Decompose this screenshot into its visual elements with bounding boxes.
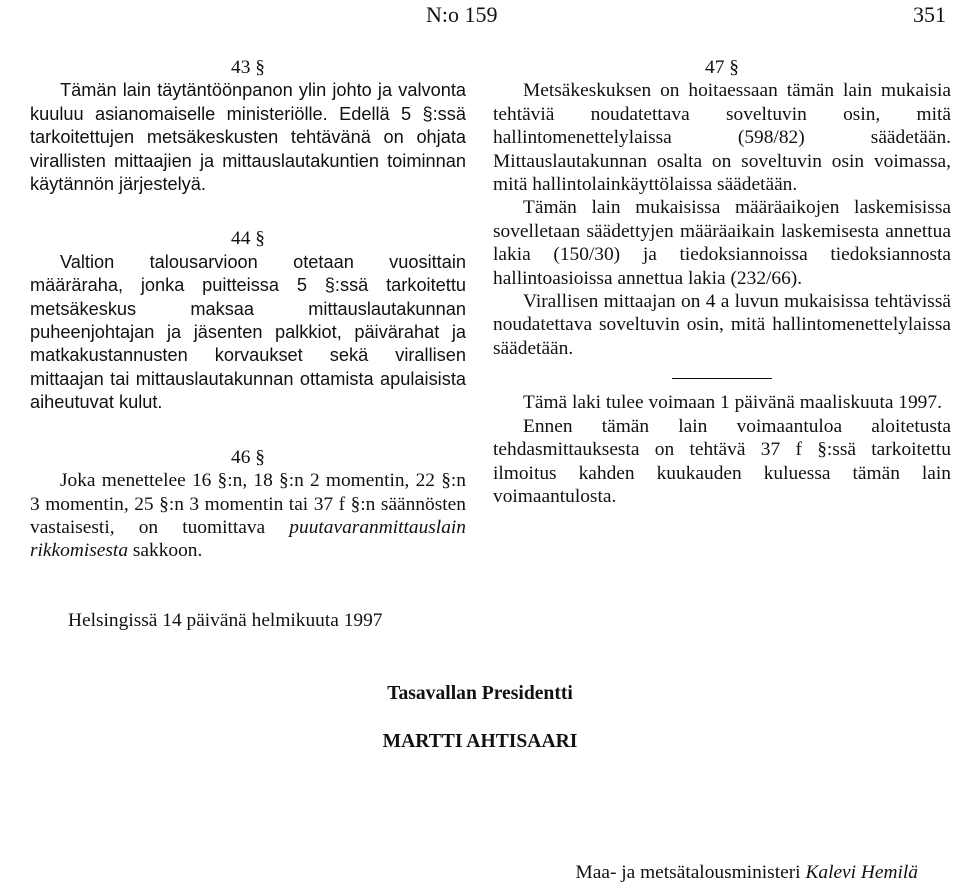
page-number: 351 — [913, 2, 946, 27]
right-column — [493, 56, 951, 508]
section-43-body: Tämän lain täytäntöönpanon ylin johto ja valvonta kuuluu asianomaiselle ministeriölle. Edellä 5 §:ssä tarkoitettujen metsäkeskusten tehtävänä on ohjata virallisten mittaajien ja mittauslautakuntien toiminnan käytännön järjestelyä. — [30, 80, 466, 195]
section-47-para-2: Tämän lain mukaisissa määräaikojen laskemisissa sovelletaan säädettyjen määräaikain laskemisesta annettua lakia (150/30) ja tiedoksiannoissa tiedoksiannosta hallintoasioissa annettua lakia (232/66). — [493, 197, 951, 289]
president-name: MARTTI AHTISAARI — [382, 731, 578, 752]
left-column — [30, 56, 466, 563]
publication-number: N:o 159 — [426, 2, 498, 27]
president-title: Tasavallan Presidentti — [387, 683, 573, 704]
section-46-title: 46 § — [231, 446, 265, 468]
transitional-provision: Ennen tämän lain voimaantuloa aloitetusta tehdasmittauksesta on tehtävä 37 f §:ssä tarkoitettu ilmoitus kahden kuukauden kuluessa tämän lain voimaantulosta. — [493, 415, 951, 507]
section-46-body-end: sakkoon. — [132, 540, 203, 562]
section-46-body — [30, 469, 466, 563]
section-46-body-start: Joka menettelee 16 §:n, 18 §:n 2 momentin, 22 §:n 3 momentin, 25 §:n 3 momentin tai 37 f §:n säännösten vastaisesti, on tuomittava — [30, 470, 466, 538]
section-43-title: 43 § — [231, 57, 265, 78]
section-44-body: Valtion talousarvioon otetaan vuosittain määräraha, jonka puitteissa 5 §:ssä tarkoitettu metsäkeskus maksaa mittauslautakunnan puheenjohtajan ja jäsenten palkkiot, päivärahat ja matkakustannusten korvaukset sekä virallisen mittaajan tai mittauslautakunnan ottamista apulaisista aiheutuvat kulut. — [30, 251, 466, 413]
divider-line — [672, 378, 772, 379]
entry-into-force: Tämä laki tulee voimaan 1 päivänä maaliskuuta 1997. — [523, 392, 942, 414]
section-44-title: 44 § — [231, 228, 265, 250]
minister-signature — [575, 862, 918, 884]
section-47-title: 47 § — [705, 57, 739, 78]
minister-name: Kalevi Hemilä — [805, 862, 918, 883]
minister-title: Maa- ja metsätalousministeri — [575, 862, 801, 883]
section-47-para-1: Metsäkeskuksen on hoitaessaan tämän lain mukaisia tehtäviä noudatettava soveltuvin osin, mitä hallintomenettelylaissa (598/82) säädetään. Mittauslautakunnan osalta on soveltuvin osin voimassa, mitä hallintolainkäyttölaissa säädetään. — [493, 80, 951, 196]
section-47-para-3: Virallisen mittaajan on 4 a luvun mukaisissa tehtävissä noudatettava soveltuvin osin, mitä hallintomenettelylaissa säädetään. — [493, 291, 951, 359]
place-and-date: Helsingissä 14 päivänä helmikuuta 1997 — [68, 610, 383, 631]
section-46-body-italic: puutavaranmittauslain rikkomisesta — [30, 516, 466, 562]
